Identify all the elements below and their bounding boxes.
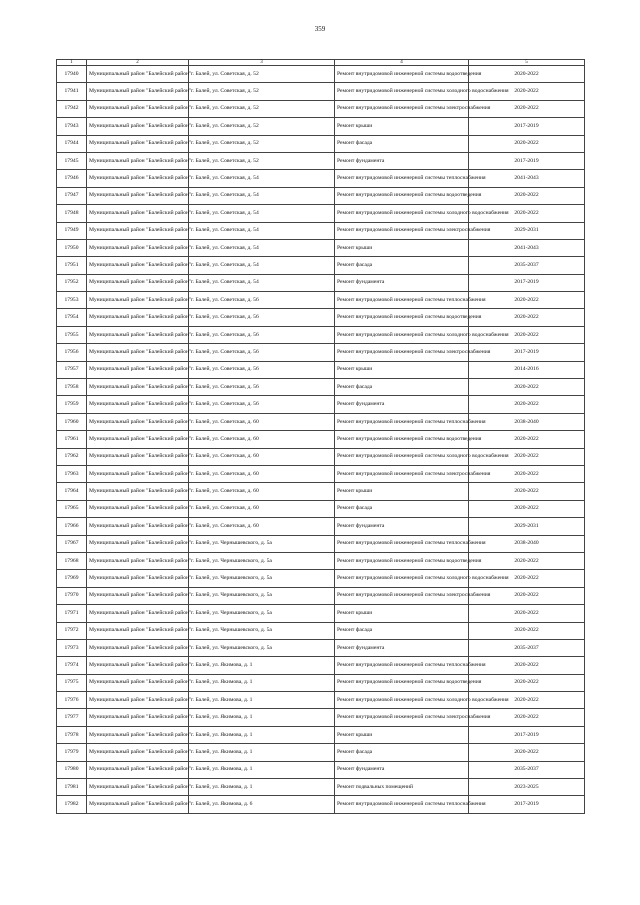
row-number-cell: 17952	[57, 274, 87, 291]
period-cell: 2020-2022	[469, 379, 585, 396]
table-row	[57, 66, 585, 83]
row-number-cell: 17960	[57, 413, 87, 430]
table-row	[57, 413, 585, 430]
period-cell: 2017-2019	[469, 118, 585, 135]
work-type-cell: Ремонт внутридомовой инженерной системы электроснабжения	[335, 709, 469, 726]
period-cell: 2017-2019	[469, 796, 585, 813]
address-cell: г. Балей, ул. Чернышевского, д. 5а	[189, 639, 335, 656]
period-cell: 2035-2037	[469, 257, 585, 274]
row-number-cell: 17978	[57, 726, 87, 743]
municipality-cell: Муниципальный район "Балейский район"	[87, 292, 189, 309]
period-cell: 2020-2022	[469, 431, 585, 448]
work-type-cell: Ремонт внутридомовой инженерной системы водоотведения	[335, 309, 469, 326]
municipality-cell: Муниципальный район "Балейский район"	[87, 66, 189, 83]
row-number-cell: 17954	[57, 309, 87, 326]
municipality-cell: Муниципальный район "Балейский район"	[87, 744, 189, 761]
work-type-cell: Ремонт внутридомовой инженерной системы водоотведения	[335, 66, 469, 83]
row-number-cell: 17967	[57, 535, 87, 552]
municipality-cell: Муниципальный район "Балейский район"	[87, 639, 189, 656]
work-type-cell: Ремонт внутридомовой инженерной системы холодного водоснабжения	[335, 326, 469, 343]
table-row	[57, 552, 585, 569]
work-type-cell: Ремонт крыши	[335, 483, 469, 500]
table-row	[57, 796, 585, 813]
work-type-cell: Ремонт крыши	[335, 726, 469, 743]
address-cell: г. Балей, ул. Советская, д. 52	[189, 152, 335, 169]
work-type-cell: Ремонт внутридомовой инженерной системы электроснабжения	[335, 465, 469, 482]
address-cell: г. Балей, ул. Чернышевского, д. 5а	[189, 535, 335, 552]
row-number-cell: 17959	[57, 396, 87, 413]
address-cell: г. Балей, ул. Советская, д. 60	[189, 483, 335, 500]
municipality-cell: Муниципальный район "Балейский район"	[87, 483, 189, 500]
table-row	[57, 135, 585, 152]
work-type-cell: Ремонт крыши	[335, 605, 469, 622]
address-cell: г. Балей, ул. Якимова, д. 1	[189, 726, 335, 743]
period-cell: 2029-2031	[469, 222, 585, 239]
table-row	[57, 639, 585, 656]
table-row	[57, 709, 585, 726]
period-cell: 2020-2022	[469, 326, 585, 343]
period-cell: 2041-2043	[469, 239, 585, 256]
work-type-cell: Ремонт внутридомовой инженерной системы водоотведения	[335, 674, 469, 691]
table-row	[57, 239, 585, 256]
table-row	[57, 274, 585, 291]
address-cell: г. Балей, ул. Советская, д. 56	[189, 396, 335, 413]
address-cell: г. Балей, ул. Советская, д. 60	[189, 448, 335, 465]
table-row	[57, 761, 585, 778]
work-type-cell: Ремонт подвальных помещений	[335, 779, 469, 796]
municipality-cell: Муниципальный район "Балейский район"	[87, 709, 189, 726]
municipality-cell: Муниципальный район "Балейский район"	[87, 448, 189, 465]
work-type-cell: Ремонт внутридомовой инженерной системы электроснабжения	[335, 222, 469, 239]
period-cell: 2020-2022	[469, 292, 585, 309]
municipality-cell: Муниципальный район "Балейский район"	[87, 779, 189, 796]
work-type-cell: Ремонт внутридомовой инженерной системы холодного водоснабжения	[335, 205, 469, 222]
address-cell: г. Балей, ул. Чернышевского, д. 5а	[189, 587, 335, 604]
column-header: 1	[57, 60, 87, 66]
municipality-cell: Муниципальный район "Балейский район"	[87, 326, 189, 343]
row-number-cell: 17951	[57, 257, 87, 274]
work-type-cell: Ремонт фундамента	[335, 396, 469, 413]
table-row	[57, 361, 585, 378]
address-cell: г. Балей, ул. Чернышевского, д. 5а	[189, 605, 335, 622]
period-cell: 2017-2019	[469, 152, 585, 169]
row-number-cell: 17977	[57, 709, 87, 726]
address-cell: г. Балей, ул. Якимова, д. 1	[189, 779, 335, 796]
municipality-cell: Муниципальный район "Балейский район"	[87, 761, 189, 778]
municipality-cell: Муниципальный район "Балейский район"	[87, 274, 189, 291]
table-row	[57, 657, 585, 674]
work-type-cell: Ремонт фундамента	[335, 152, 469, 169]
work-type-cell: Ремонт фасада	[335, 257, 469, 274]
period-cell: 2020-2022	[469, 570, 585, 587]
municipality-cell: Муниципальный район "Балейский район"	[87, 674, 189, 691]
address-cell: г. Балей, ул. Советская, д. 60	[189, 465, 335, 482]
period-cell: 2020-2022	[469, 309, 585, 326]
row-number-cell: 17976	[57, 692, 87, 709]
address-cell: г. Балей, ул. Якимова, д. 1	[189, 692, 335, 709]
work-type-cell: Ремонт крыши	[335, 361, 469, 378]
table-row	[57, 344, 585, 361]
period-cell: 2020-2022	[469, 448, 585, 465]
address-cell: г. Балей, ул. Чернышевского, д. 5а	[189, 552, 335, 569]
table-row	[57, 431, 585, 448]
municipality-cell: Муниципальный район "Балейский район"	[87, 135, 189, 152]
address-cell: г. Балей, ул. Советская, д. 54	[189, 205, 335, 222]
address-cell: г. Балей, ул. Советская, д. 52	[189, 100, 335, 117]
municipality-cell: Муниципальный район "Балейский район"	[87, 100, 189, 117]
work-type-cell: Ремонт фундамента	[335, 639, 469, 656]
table-row	[57, 118, 585, 135]
work-type-cell: Ремонт фасада	[335, 622, 469, 639]
period-cell: 2020-2022	[469, 692, 585, 709]
table-row	[57, 309, 585, 326]
table-row	[57, 170, 585, 187]
row-number-cell: 17950	[57, 239, 87, 256]
municipality-cell: Муниципальный район "Балейский район"	[87, 379, 189, 396]
table-row	[57, 187, 585, 204]
row-number-cell: 17969	[57, 570, 87, 587]
row-number-cell: 17948	[57, 205, 87, 222]
period-cell: 2020-2022	[469, 187, 585, 204]
municipality-cell: Муниципальный район "Балейский район"	[87, 657, 189, 674]
address-cell: г. Балей, ул. Советская, д. 54	[189, 170, 335, 187]
work-type-cell: Ремонт внутридомовой инженерной системы электроснабжения	[335, 344, 469, 361]
municipality-cell: Муниципальный район "Балейский район"	[87, 309, 189, 326]
table-row	[57, 465, 585, 482]
address-cell: г. Балей, ул. Советская, д. 60	[189, 500, 335, 517]
column-header: 3	[189, 60, 335, 66]
period-cell: 2020-2022	[469, 709, 585, 726]
row-number-cell: 17973	[57, 639, 87, 656]
address-cell: г. Балей, ул. Советская, д. 52	[189, 135, 335, 152]
table-row	[57, 152, 585, 169]
table-row	[57, 779, 585, 796]
work-type-cell: Ремонт фасада	[335, 135, 469, 152]
row-number-cell: 17968	[57, 552, 87, 569]
address-cell: г. Балей, ул. Советская, д. 60	[189, 518, 335, 535]
municipality-cell: Муниципальный район "Балейский район"	[87, 570, 189, 587]
period-cell: 2029-2031	[469, 518, 585, 535]
row-number-cell: 17965	[57, 500, 87, 517]
municipality-cell: Муниципальный район "Балейский район"	[87, 83, 189, 100]
municipality-cell: Муниципальный район "Балейский район"	[87, 726, 189, 743]
work-type-cell: Ремонт внутридомовой инженерной системы теплоснабжения	[335, 796, 469, 813]
work-type-cell: Ремонт внутридомовой инженерной системы водоотведения	[335, 431, 469, 448]
address-cell: г. Балей, ул. Якимова, д. 6	[189, 796, 335, 813]
work-type-cell: Ремонт внутридомовой инженерной системы холодного водоснабжения	[335, 83, 469, 100]
address-cell: г. Балей, ул. Советская, д. 56	[189, 361, 335, 378]
address-cell: г. Балей, ул. Чернышевского, д. 5а	[189, 570, 335, 587]
municipality-cell: Муниципальный район "Балейский район"	[87, 692, 189, 709]
table-row	[57, 222, 585, 239]
work-type-cell: Ремонт внутридомовой инженерной системы теплоснабжения	[335, 292, 469, 309]
work-type-cell: Ремонт внутридомовой инженерной системы теплоснабжения	[335, 413, 469, 430]
municipality-cell: Муниципальный район "Балейский район"	[87, 413, 189, 430]
page-number: 359	[314, 25, 326, 33]
row-number-cell: 17957	[57, 361, 87, 378]
row-number-cell: 17955	[57, 326, 87, 343]
table-row	[57, 605, 585, 622]
address-cell: г. Балей, ул. Советская, д. 54	[189, 274, 335, 291]
address-cell: г. Балей, ул. Советская, д. 52	[189, 83, 335, 100]
work-type-cell: Ремонт внутридомовой инженерной системы электроснабжения	[335, 100, 469, 117]
row-number-cell: 17982	[57, 796, 87, 813]
period-cell: 2038-2040	[469, 413, 585, 430]
period-cell: 2020-2022	[469, 657, 585, 674]
municipality-cell: Муниципальный район "Балейский район"	[87, 500, 189, 517]
address-cell: г. Балей, ул. Советская, д. 60	[189, 431, 335, 448]
address-cell: г. Балей, ул. Советская, д. 56	[189, 292, 335, 309]
table-row	[57, 692, 585, 709]
work-type-cell: Ремонт внутридомовой инженерной системы электроснабжения	[335, 587, 469, 604]
address-cell: г. Балей, ул. Советская, д. 56	[189, 309, 335, 326]
period-cell: 2020-2022	[469, 66, 585, 83]
municipality-cell: Муниципальный район "Балейский район"	[87, 587, 189, 604]
municipality-cell: Муниципальный район "Балейский район"	[87, 222, 189, 239]
table-row	[57, 448, 585, 465]
row-number-cell: 17974	[57, 657, 87, 674]
work-type-cell: Ремонт фасада	[335, 379, 469, 396]
table-row	[57, 622, 585, 639]
row-number-cell: 17949	[57, 222, 87, 239]
row-number-cell: 17971	[57, 605, 87, 622]
period-cell: 2020-2022	[469, 744, 585, 761]
period-cell: 2020-2022	[469, 83, 585, 100]
table-row	[57, 83, 585, 100]
period-cell: 2020-2022	[469, 500, 585, 517]
period-cell: 2020-2022	[469, 622, 585, 639]
table-row	[57, 570, 585, 587]
row-number-cell: 17975	[57, 674, 87, 691]
work-type-cell: Ремонт крыши	[335, 239, 469, 256]
municipality-cell: Муниципальный район "Балейский район"	[87, 361, 189, 378]
row-number-cell: 17942	[57, 100, 87, 117]
column-header: 2	[87, 60, 189, 66]
municipality-cell: Муниципальный район "Балейский район"	[87, 152, 189, 169]
table-row	[57, 535, 585, 552]
row-number-cell: 17972	[57, 622, 87, 639]
row-number-cell: 17943	[57, 118, 87, 135]
column-header: 5	[469, 60, 585, 66]
address-cell: г. Балей, ул. Советская, д. 54	[189, 239, 335, 256]
period-cell: 2017-2019	[469, 274, 585, 291]
address-cell: г. Балей, ул. Чернышевского, д. 5а	[189, 622, 335, 639]
row-number-cell: 17941	[57, 83, 87, 100]
municipality-cell: Муниципальный район "Балейский район"	[87, 796, 189, 813]
row-number-cell: 17946	[57, 170, 87, 187]
work-type-cell: Ремонт внутридомовой инженерной системы водоотведения	[335, 552, 469, 569]
row-number-cell: 17947	[57, 187, 87, 204]
row-number-cell: 17945	[57, 152, 87, 169]
row-number-cell: 17970	[57, 587, 87, 604]
period-cell: 2020-2022	[469, 100, 585, 117]
address-cell: г. Балей, ул. Советская, д. 52	[189, 118, 335, 135]
table-row	[57, 518, 585, 535]
work-type-cell: Ремонт внутридомовой инженерной системы теплоснабжения	[335, 657, 469, 674]
row-number-cell: 17956	[57, 344, 87, 361]
municipality-cell: Муниципальный район "Балейский район"	[87, 257, 189, 274]
row-number-cell: 17958	[57, 379, 87, 396]
work-type-cell: Ремонт внутридомовой инженерной системы теплоснабжения	[335, 170, 469, 187]
municipality-cell: Муниципальный район "Балейский район"	[87, 518, 189, 535]
row-number-cell: 17964	[57, 483, 87, 500]
period-cell: 2020-2022	[469, 465, 585, 482]
municipality-cell: Муниципальный район "Балейский район"	[87, 622, 189, 639]
table-row	[57, 100, 585, 117]
address-cell: г. Балей, ул. Советская, д. 56	[189, 379, 335, 396]
municipality-cell: Муниципальный район "Балейский район"	[87, 344, 189, 361]
table-row	[57, 500, 585, 517]
period-cell: 2020-2022	[469, 674, 585, 691]
period-cell: 2017-2019	[469, 726, 585, 743]
municipality-cell: Муниципальный район "Балейский район"	[87, 170, 189, 187]
work-type-cell: Ремонт фундамента	[335, 761, 469, 778]
work-type-cell: Ремонт фундамента	[335, 518, 469, 535]
row-number-cell: 17981	[57, 779, 87, 796]
row-number-cell: 17979	[57, 744, 87, 761]
period-cell: 2038-2040	[469, 535, 585, 552]
address-cell: г. Балей, ул. Якимова, д. 1	[189, 761, 335, 778]
work-type-cell: Ремонт внутридомовой инженерной системы холодного водоснабжения	[335, 570, 469, 587]
table-row	[57, 744, 585, 761]
row-number-cell: 17980	[57, 761, 87, 778]
address-cell: г. Балей, ул. Якимова, д. 1	[189, 674, 335, 691]
municipality-cell: Муниципальный район "Балейский район"	[87, 396, 189, 413]
table-row	[57, 587, 585, 604]
work-type-cell: Ремонт внутридомовой инженерной системы теплоснабжения	[335, 535, 469, 552]
address-cell: г. Балей, ул. Советская, д. 60	[189, 413, 335, 430]
table-row	[57, 726, 585, 743]
municipality-cell: Муниципальный район "Балейский район"	[87, 465, 189, 482]
municipality-cell: Муниципальный район "Балейский район"	[87, 205, 189, 222]
period-cell: 2020-2022	[469, 605, 585, 622]
row-number-cell: 17962	[57, 448, 87, 465]
row-number-cell: 17961	[57, 431, 87, 448]
table-row	[57, 674, 585, 691]
address-cell: г. Балей, ул. Советская, д. 54	[189, 257, 335, 274]
column-header: 4	[335, 60, 469, 66]
period-cell: 2017-2019	[469, 344, 585, 361]
period-cell: 2014-2016	[469, 361, 585, 378]
period-cell: 2020-2022	[469, 587, 585, 604]
row-number-cell: 17963	[57, 465, 87, 482]
period-cell: 2020-2022	[469, 483, 585, 500]
address-cell: г. Балей, ул. Советская, д. 54	[189, 222, 335, 239]
work-type-cell: Ремонт внутридомовой инженерной системы водоотведения	[335, 187, 469, 204]
period-cell: 2035-2037	[469, 761, 585, 778]
address-cell: г. Балей, ул. Советская, д. 54	[189, 187, 335, 204]
address-cell: г. Балей, ул. Советская, д. 52	[189, 66, 335, 83]
work-type-cell: Ремонт фасада	[335, 744, 469, 761]
address-cell: г. Балей, ул. Якимова, д. 1	[189, 709, 335, 726]
period-cell: 2035-2037	[469, 639, 585, 656]
period-cell: 2041-2043	[469, 170, 585, 187]
period-cell: 2020-2022	[469, 552, 585, 569]
work-type-cell: Ремонт фундамента	[335, 274, 469, 291]
address-cell: г. Балей, ул. Советская, д. 56	[189, 344, 335, 361]
table-row	[57, 326, 585, 343]
period-cell: 2023-2025	[469, 779, 585, 796]
table-row	[57, 396, 585, 413]
table-row	[57, 379, 585, 396]
period-cell: 2020-2022	[469, 135, 585, 152]
work-type-cell: Ремонт внутридомовой инженерной системы холодного водоснабжения	[335, 692, 469, 709]
municipality-cell: Муниципальный район "Балейский район"	[87, 535, 189, 552]
row-number-cell: 17953	[57, 292, 87, 309]
capital-repair-table	[56, 59, 585, 814]
table-row	[57, 483, 585, 500]
table-body	[57, 60, 585, 814]
row-number-cell: 17944	[57, 135, 87, 152]
period-cell: 2020-2022	[469, 205, 585, 222]
work-type-cell: Ремонт фасада	[335, 500, 469, 517]
address-cell: г. Балей, ул. Якимова, д. 1	[189, 657, 335, 674]
municipality-cell: Муниципальный район "Балейский район"	[87, 118, 189, 135]
municipality-cell: Муниципальный район "Балейский район"	[87, 605, 189, 622]
address-cell: г. Балей, ул. Советская, д. 56	[189, 326, 335, 343]
table-row	[57, 257, 585, 274]
row-number-cell: 17966	[57, 518, 87, 535]
row-number-cell: 17940	[57, 66, 87, 83]
period-cell: 2020-2022	[469, 396, 585, 413]
work-type-cell: Ремонт внутридомовой инженерной системы холодного водоснабжения	[335, 448, 469, 465]
table-row	[57, 292, 585, 309]
municipality-cell: Муниципальный район "Балейский район"	[87, 187, 189, 204]
work-type-cell: Ремонт крыши	[335, 118, 469, 135]
municipality-cell: Муниципальный район "Балейский район"	[87, 431, 189, 448]
municipality-cell: Муниципальный район "Балейский район"	[87, 239, 189, 256]
municipality-cell: Муниципальный район "Балейский район"	[87, 552, 189, 569]
table-row	[57, 205, 585, 222]
address-cell: г. Балей, ул. Якимова, д. 1	[189, 744, 335, 761]
